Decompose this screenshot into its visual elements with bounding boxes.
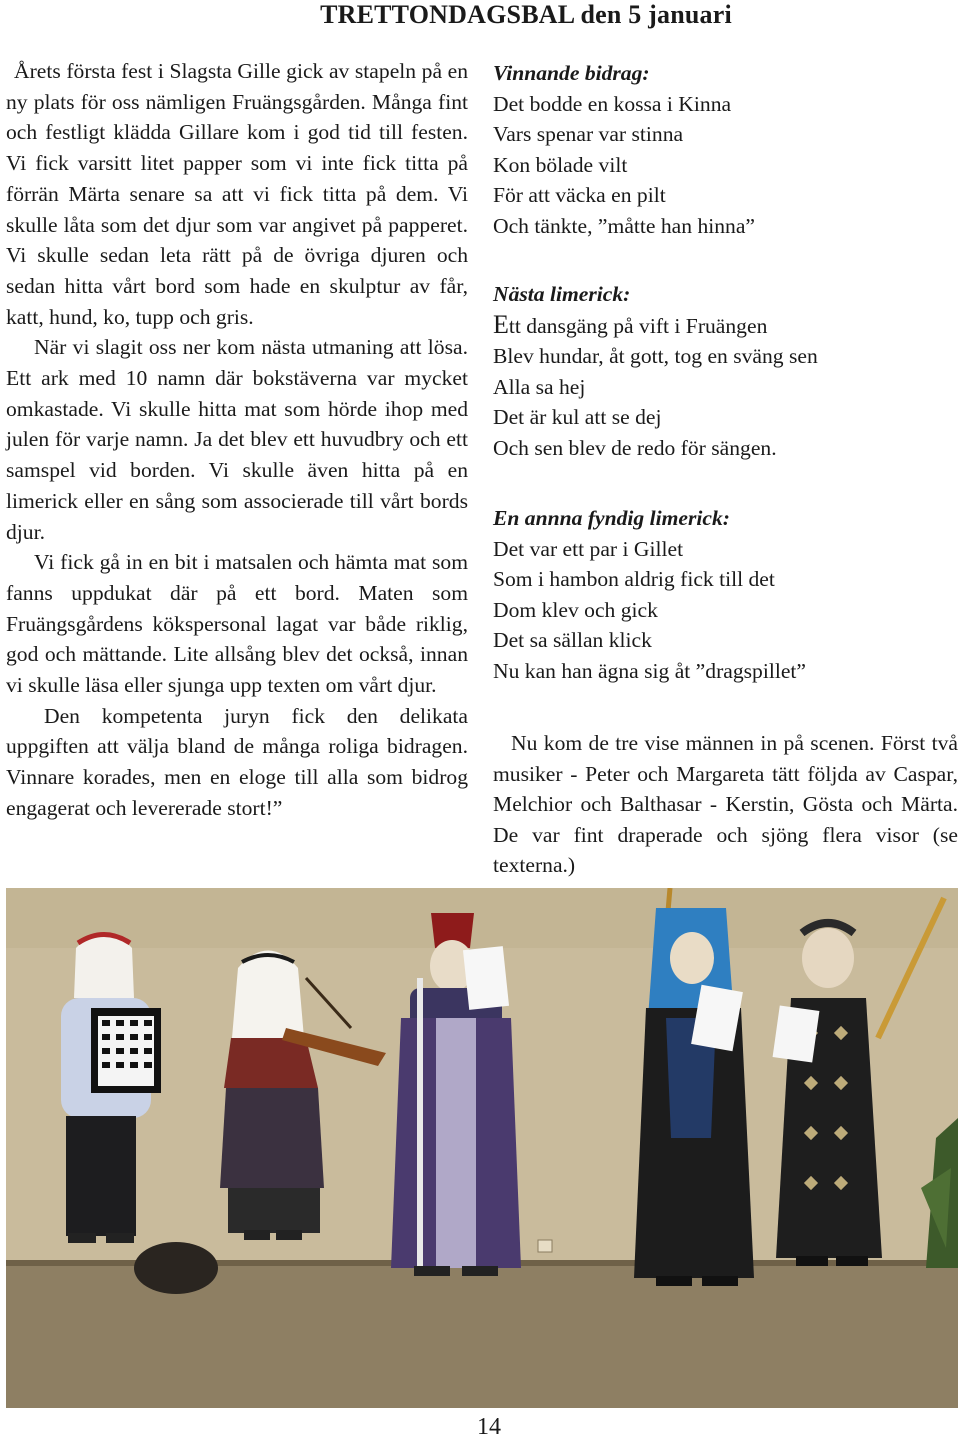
article-paragraph-4: Den kompetenta juryn fick den delikata uppgiften att välja bland de många roliga bidragen. Vinnare korades, men en eloge till alla som bidrog engagerat och levererade stort!” — [6, 703, 468, 820]
limerick-line: Alla sa hej — [493, 374, 586, 399]
article-right-column — [493, 58, 958, 881]
winner-limerick — [493, 58, 958, 241]
limerick-line: Det bodde en kossa i Kinna — [493, 91, 732, 116]
limerick-line: Som i hambon aldrig fick till det — [493, 567, 775, 591]
limerick-line: Blev hundar, åt gott, tog en sväng sen — [493, 344, 818, 368]
limerick-line: Och sen blev de redo för sängen. — [493, 435, 777, 460]
article-paragraph-2: När vi slagit oss ner kom nästa utmaning att lösa. Ett ark med 10 namn där bokstäverna var mycket omkastade. Vi skulle hitta mat som hörde ihop med julen för varje namn. Ja det blev ett huvudbry och ett samspel vid borden. Vi skulle även hitta på en limerick eller en sång som associerade till vårt bords djur. — [6, 335, 468, 544]
photo-illustration — [6, 888, 958, 1408]
limerick-line: Det är kul att se dej — [493, 405, 662, 429]
limerick-line: Vars spenar var stinna — [493, 122, 684, 146]
limerick-line: Och tänkte, ”måtte han hinna” — [493, 213, 756, 238]
next-limerick — [493, 279, 958, 463]
limerick-line: Nu kan han ägna sig åt ”dragspillet” — [493, 658, 807, 683]
limerick-line: Det sa sällan klick — [493, 628, 652, 652]
page-title: TRETTONDAGSBAL den 5 januari — [320, 0, 732, 29]
article-left-column — [6, 56, 468, 824]
limerick-line: För att väcka en pilt — [493, 183, 666, 207]
article-paragraph-1: Årets första fest i Slagsta Gille gick av stapeln på en ny plats för oss nämligen Fruängsgården. Många fint och festligt klädda Gillare kom i god tid till festen. Vi fick varsitt litet papper som vi inte fick titta på förrän Märta senare sa att vi fick titta på dem. Vi skulle låta som det djur som var angivet på papperet. Vi skulle sedan leta rätt på de övriga djuren och sedan hitta vårt bord som hade en skulptur av får, katt, hund, ko, tupp och gris. — [6, 59, 468, 329]
limerick-line: Dom klev och gick — [493, 597, 658, 622]
closing-paragraph: Nu kom de tre vise männen in på scenen. Först två musiker - Peter och Margareta tätt följda av Caspar, Melchior och Balthasar - Kerstin, Gösta och Märta. De var fint draperade och sjöng flera visor (se texterna.) — [493, 731, 958, 877]
limerick-line: Det var ett par i Gillet — [493, 536, 684, 561]
limerick-line: Kon bölade vilt — [493, 152, 628, 177]
performers-photo — [6, 888, 958, 1408]
wall-socket — [538, 1240, 552, 1252]
floor-object — [134, 1242, 218, 1294]
drop-letter: E — [493, 309, 509, 339]
article-paragraph-3: Vi fick gå in en bit i matsalen och hämta mat som fanns uppdukat där på ett bord. Maten som Fruängsgårdens kökspersonal lagat var både riklig, god och mättande. Lite allsång blev det också, innan vi skulle läsa eller sjunga upp texten om vårt djur. — [6, 550, 468, 698]
another-limerick — [493, 503, 958, 686]
page-number: 14 — [477, 1414, 501, 1440]
next-limerick-heading: Nästa limerick: — [493, 282, 631, 306]
another-limerick-heading: En annna fyndig limerick: — [493, 506, 730, 530]
limerick-line — [493, 310, 958, 342]
winner-heading: Vinnande bidrag: — [493, 61, 650, 85]
limerick-line-rest: tt dansgäng på vift i Fruängen — [508, 313, 768, 338]
